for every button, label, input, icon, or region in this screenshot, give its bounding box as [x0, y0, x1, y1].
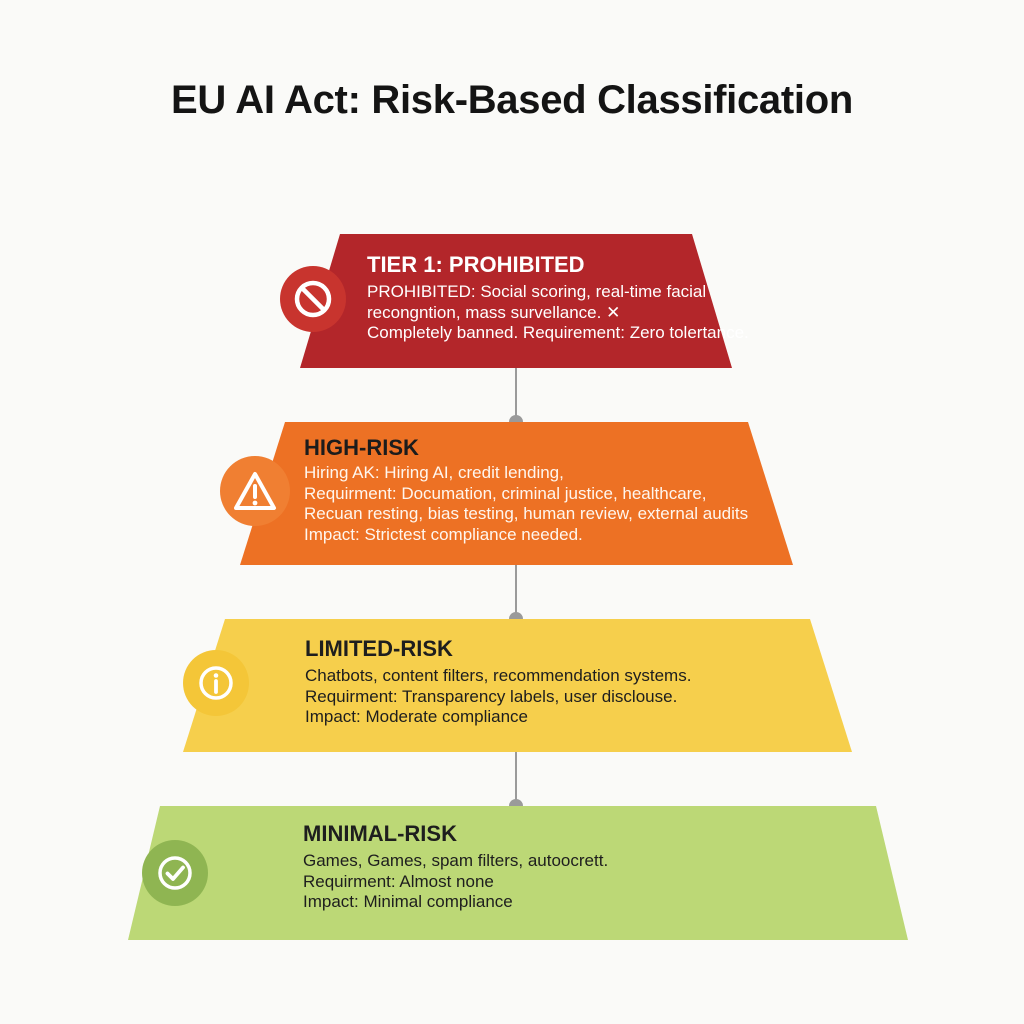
tier-text-line: Requirment: Documation, criminal justice, healthcare, — [304, 483, 707, 503]
info-icon — [183, 650, 249, 716]
tier-text-line: Requirment: Almost none — [303, 871, 494, 891]
tier-title: MINIMAL-RISK — [303, 821, 457, 846]
tier-limited-risk — [183, 619, 852, 752]
tier-minimal-risk — [128, 806, 908, 940]
tier-text-line: Hiring AK: Hiring AI, credit lending, — [304, 463, 564, 483]
tier-text-line: Chatbots, content filters, recommendation systems. — [305, 666, 692, 686]
tier-prohibited — [300, 234, 749, 368]
tier-title: LIMITED-RISK — [305, 636, 453, 661]
tier-text-line: recongntion, mass survellance. ✕ — [367, 302, 621, 322]
warning-icon — [220, 456, 290, 526]
tier-text-line: Recuan resting, bias testing, human review, external audits — [304, 504, 749, 524]
check-icon — [142, 840, 208, 906]
tier-high-risk — [240, 422, 793, 565]
tier-text-line: Games, Games, spam filters, autoocrett. — [303, 851, 609, 871]
tier-title: TIER 1: PROHIBITED — [367, 252, 585, 277]
tier-text-line: Impact: Minimal compliance — [303, 892, 513, 912]
tier-text-line: Requirment: Transparency labels, user disclouse. — [305, 686, 678, 706]
tier-text-line: Completely banned. Requirement: Zero tolertance. — [367, 323, 749, 343]
tier-text-line: Impact: Strictest compliance needed. — [304, 524, 583, 544]
page-title: EU AI Act: Risk-Based Classification — [171, 78, 853, 122]
prohibited-icon — [280, 266, 346, 332]
tier-title: HIGH-RISK — [304, 435, 419, 460]
tier-text-line: Impact: Moderate compliance — [305, 707, 528, 727]
tier-text-line: PROHIBITED: Social scoring, real-time facial — [367, 282, 707, 302]
